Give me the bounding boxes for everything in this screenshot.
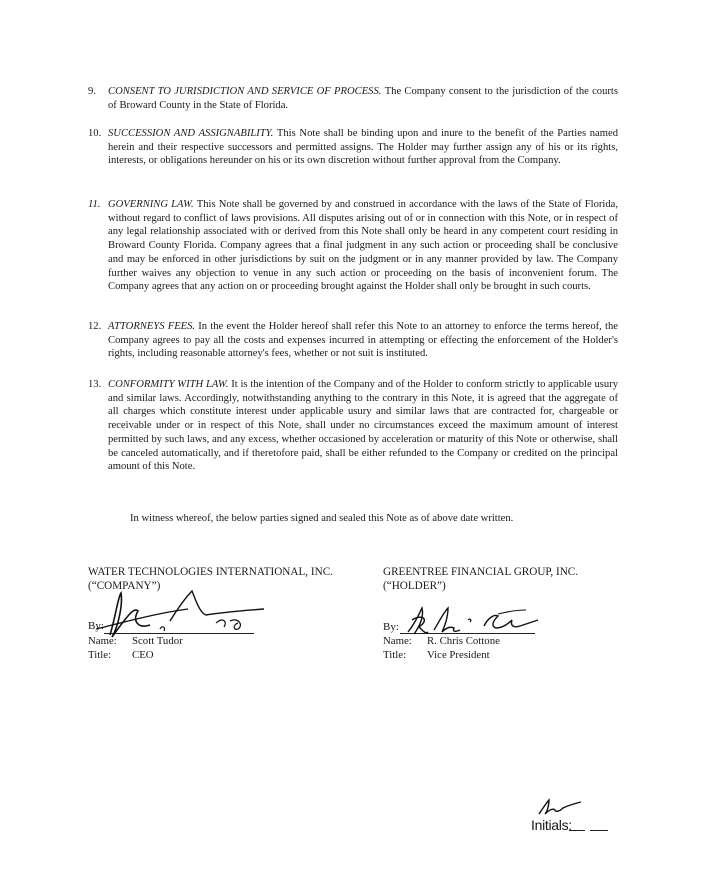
company-name-field xyxy=(88,635,183,648)
clause-number: 11. xyxy=(88,199,101,210)
witness-statement: In witness whereof, the below parties signed and sealed this Note as of above date written. xyxy=(130,513,514,524)
holder-by-label: By: xyxy=(383,621,399,633)
company-name: WATER TECHNOLOGIES INTERNATIONAL, INC. xyxy=(88,566,333,578)
clause-body xyxy=(108,320,618,361)
initials-label: Initials: xyxy=(531,817,572,833)
company-signer-title: CEO xyxy=(132,649,154,661)
holder-role: (“HOLDER”) xyxy=(383,579,446,592)
clause-text: This Note shall be binding upon and inure to the benefit of the Parties named herein and their respective successors and permitted assigns. The Holder may further assign any of his or its rights, interests, or obligations hereunder on his or its own discretion without further approval from the Company. xyxy=(108,128,618,167)
name-label: Name: xyxy=(383,635,412,647)
clause-number: 13. xyxy=(88,379,102,390)
title-label: Title: xyxy=(383,649,407,661)
clause-text: In the event the Holder hereof shall refer this Note to an attorney to enforce the terms hereof, the Company agrees to pay all the costs and expenses incurred in attempting or effecting the enforcement of the Holder's rights, including reasonable attorney's fees, whether or not suit is instituted. xyxy=(108,321,618,360)
clause-number: 10. xyxy=(88,128,102,139)
initials-mark xyxy=(535,796,585,818)
company-by-label: By: xyxy=(88,620,104,632)
clause-number: 12. xyxy=(88,321,102,332)
holder-signer-title: Vice President xyxy=(427,649,490,661)
holder-name-field xyxy=(383,635,500,648)
clause-12 xyxy=(88,320,618,361)
clause-number: 9. xyxy=(88,86,96,97)
holder-signer-name: R. Chris Cottone xyxy=(427,635,500,647)
clause-heading: GOVERNING LAW. xyxy=(108,199,197,210)
clause-text: This Note shall be governed by and construed in accordance with the laws of the State of Florida, without regard to conflict of laws provisions. All disputes arising out of or in connection with this Note, or in respect of any legal relationship associated with or derived from this Note shall only be heard in any competent court residing in Broward County Florida. Company agrees that a final judgment in any such action or proceeding shall be conclusive and may be enforced in other jurisdictions by suit on the judgment or in any manner provided by law. The Company further waives any objection to venue in any such action or proceeding on the basis of inconvenient forum. The Company agrees that any action on or proceeding brought against the Holder shall only be brought in such courts. xyxy=(108,199,618,293)
clause-heading: CONSENT TO JURISDICTION AND SERVICE OF PROCESS. xyxy=(108,86,385,97)
clause-11 xyxy=(88,198,618,294)
clause-heading: SUCCESSION AND ASSIGNABILITY. xyxy=(108,128,277,139)
company-role: (“COMPANY”) xyxy=(88,579,161,592)
clause-heading: CONFORMITY WITH LAW. xyxy=(108,379,232,390)
clause-13 xyxy=(88,378,618,474)
company-signer-name: Scott Tudor xyxy=(132,635,183,647)
title-label: Title: xyxy=(88,649,112,661)
initials-blank-1 xyxy=(569,830,585,831)
clause-9 xyxy=(88,85,618,112)
clause-heading: ATTORNEYS FEES. xyxy=(108,321,199,332)
clause-body xyxy=(108,85,618,112)
company-title-field xyxy=(88,649,154,662)
clause-text: The Company consent to the jurisdiction of the courts of Broward County in the State of Florida. xyxy=(108,86,618,111)
clause-body xyxy=(108,127,618,168)
name-label: Name: xyxy=(88,635,117,647)
clause-body xyxy=(108,198,618,294)
initials-blank-2 xyxy=(590,830,608,831)
holder-title-field xyxy=(383,649,490,662)
clause-text: It is the intention of the Company and of the Holder to conform strictly to applicable usury and similar laws. Accordingly, notwithstanding anything to the contrary in this Note, it is agreed that the aggregate of all charges which constitute interest under applicable usury and similar laws that are contracted for, chargeable or receivable under or in respect of this Note, shall under no circumstances exceed the maximum amount of interest permitted by such laws, and any excess, whether occasioned by acceleration or maturity of this Note or otherwise, shall be canceled automatically, and if theretofore paid, shall be either refunded to the Company or credited on the principal amount of this Note. xyxy=(108,379,618,473)
clause-10 xyxy=(88,127,618,168)
clause-body xyxy=(108,378,618,474)
holder-name: GREENTREE FINANCIAL GROUP, INC. xyxy=(383,566,579,578)
holder-block xyxy=(383,566,578,593)
